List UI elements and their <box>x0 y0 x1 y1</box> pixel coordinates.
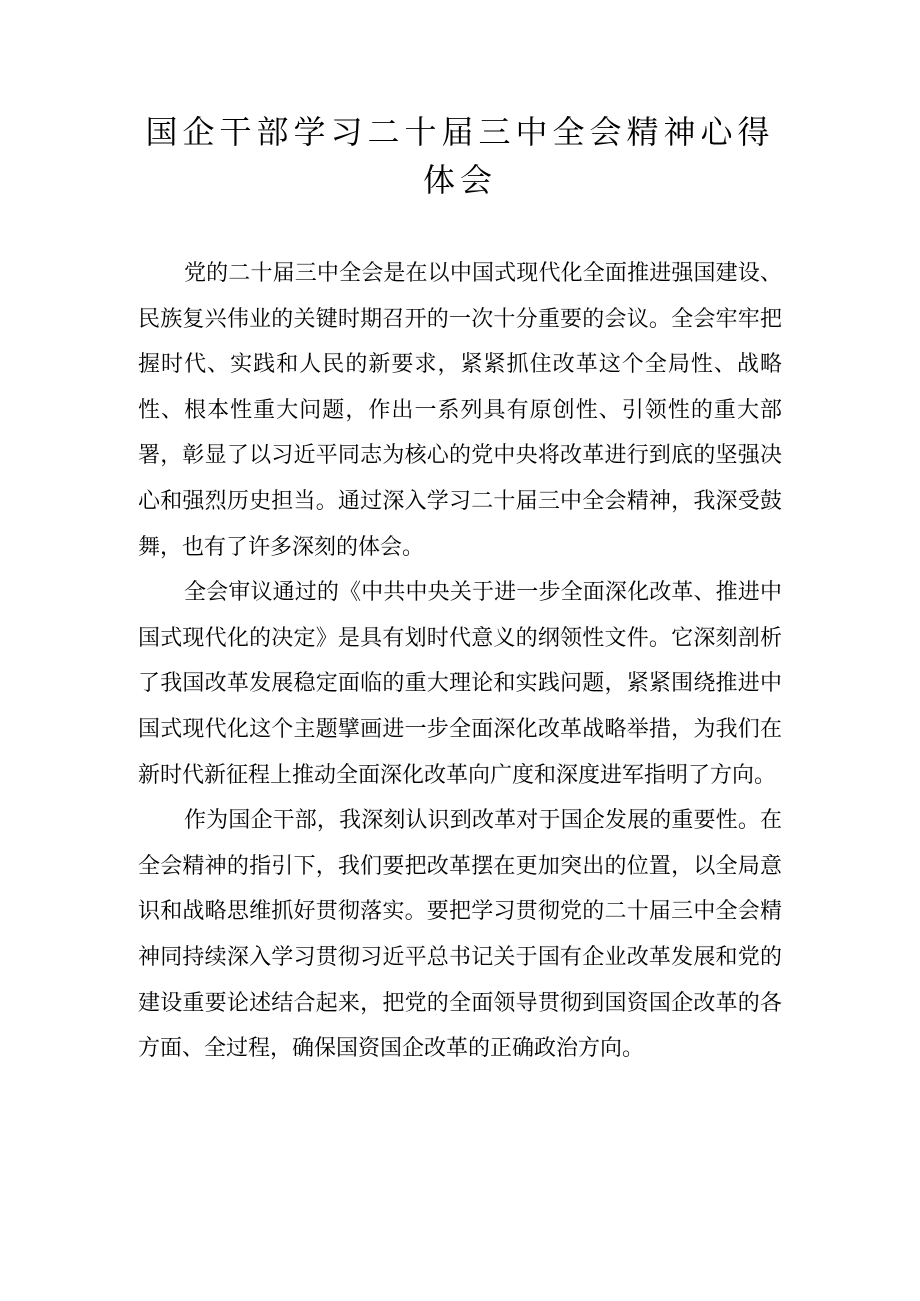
paragraph-1: 党的二十届三中全会是在以中国式现代化全面推进强国建设、民族复兴伟业的关键时期召开的一次十分重要的会议。全会牢牢把握时代、实践和人民的新要求，紧紧抓住改革这个全局性、战略性、根本性重大问题，作出一系列具有原创性、引领性的重大部署，彰显了以习近平同志为核心的党中央将改革进行到底的坚强决心和强烈历史担当。通过深入学习二十届三中全会精神，我深受鼓舞，也有了许多深刻的体会。 <box>138 261 782 560</box>
paragraph-3: 作为国企干部，我深刻认识到改革对于国企发展的重要性。在全会精神的指引下，我们要把改革摆在更加突出的位置，以全局意识和战略思维抓好贯彻落实。要把学习贯彻党的二十届三中全会精神同持续深入学习贯彻习近平总书记关于国有企业改革发展和党的建设重要论述结合起来，把党的全面领导贯彻到国资国企改革的各方面、全过程，确保国资国企改革的正确政治方向。 <box>138 808 782 1062</box>
document-page <box>138 0 782 1072</box>
paragraph-2: 全会审议通过的《中共中央关于进一步全面深化改革、推进中国式现代化的决定》是具有划时代意义的纲领性文件。它深刻剖析了我国改革发展稳定面临的重大理论和实践问题，紧紧围绕推进中国式现代化这个主题擘画进一步全面深化改革战略举措，为我们在新时代新征程上推动全面深化改革向广度和深度进军指明了方向。 <box>138 580 782 788</box>
document-body <box>138 251 782 1072</box>
document-title: 国企干部学习二十届三中全会精神心得体会 <box>145 113 775 199</box>
